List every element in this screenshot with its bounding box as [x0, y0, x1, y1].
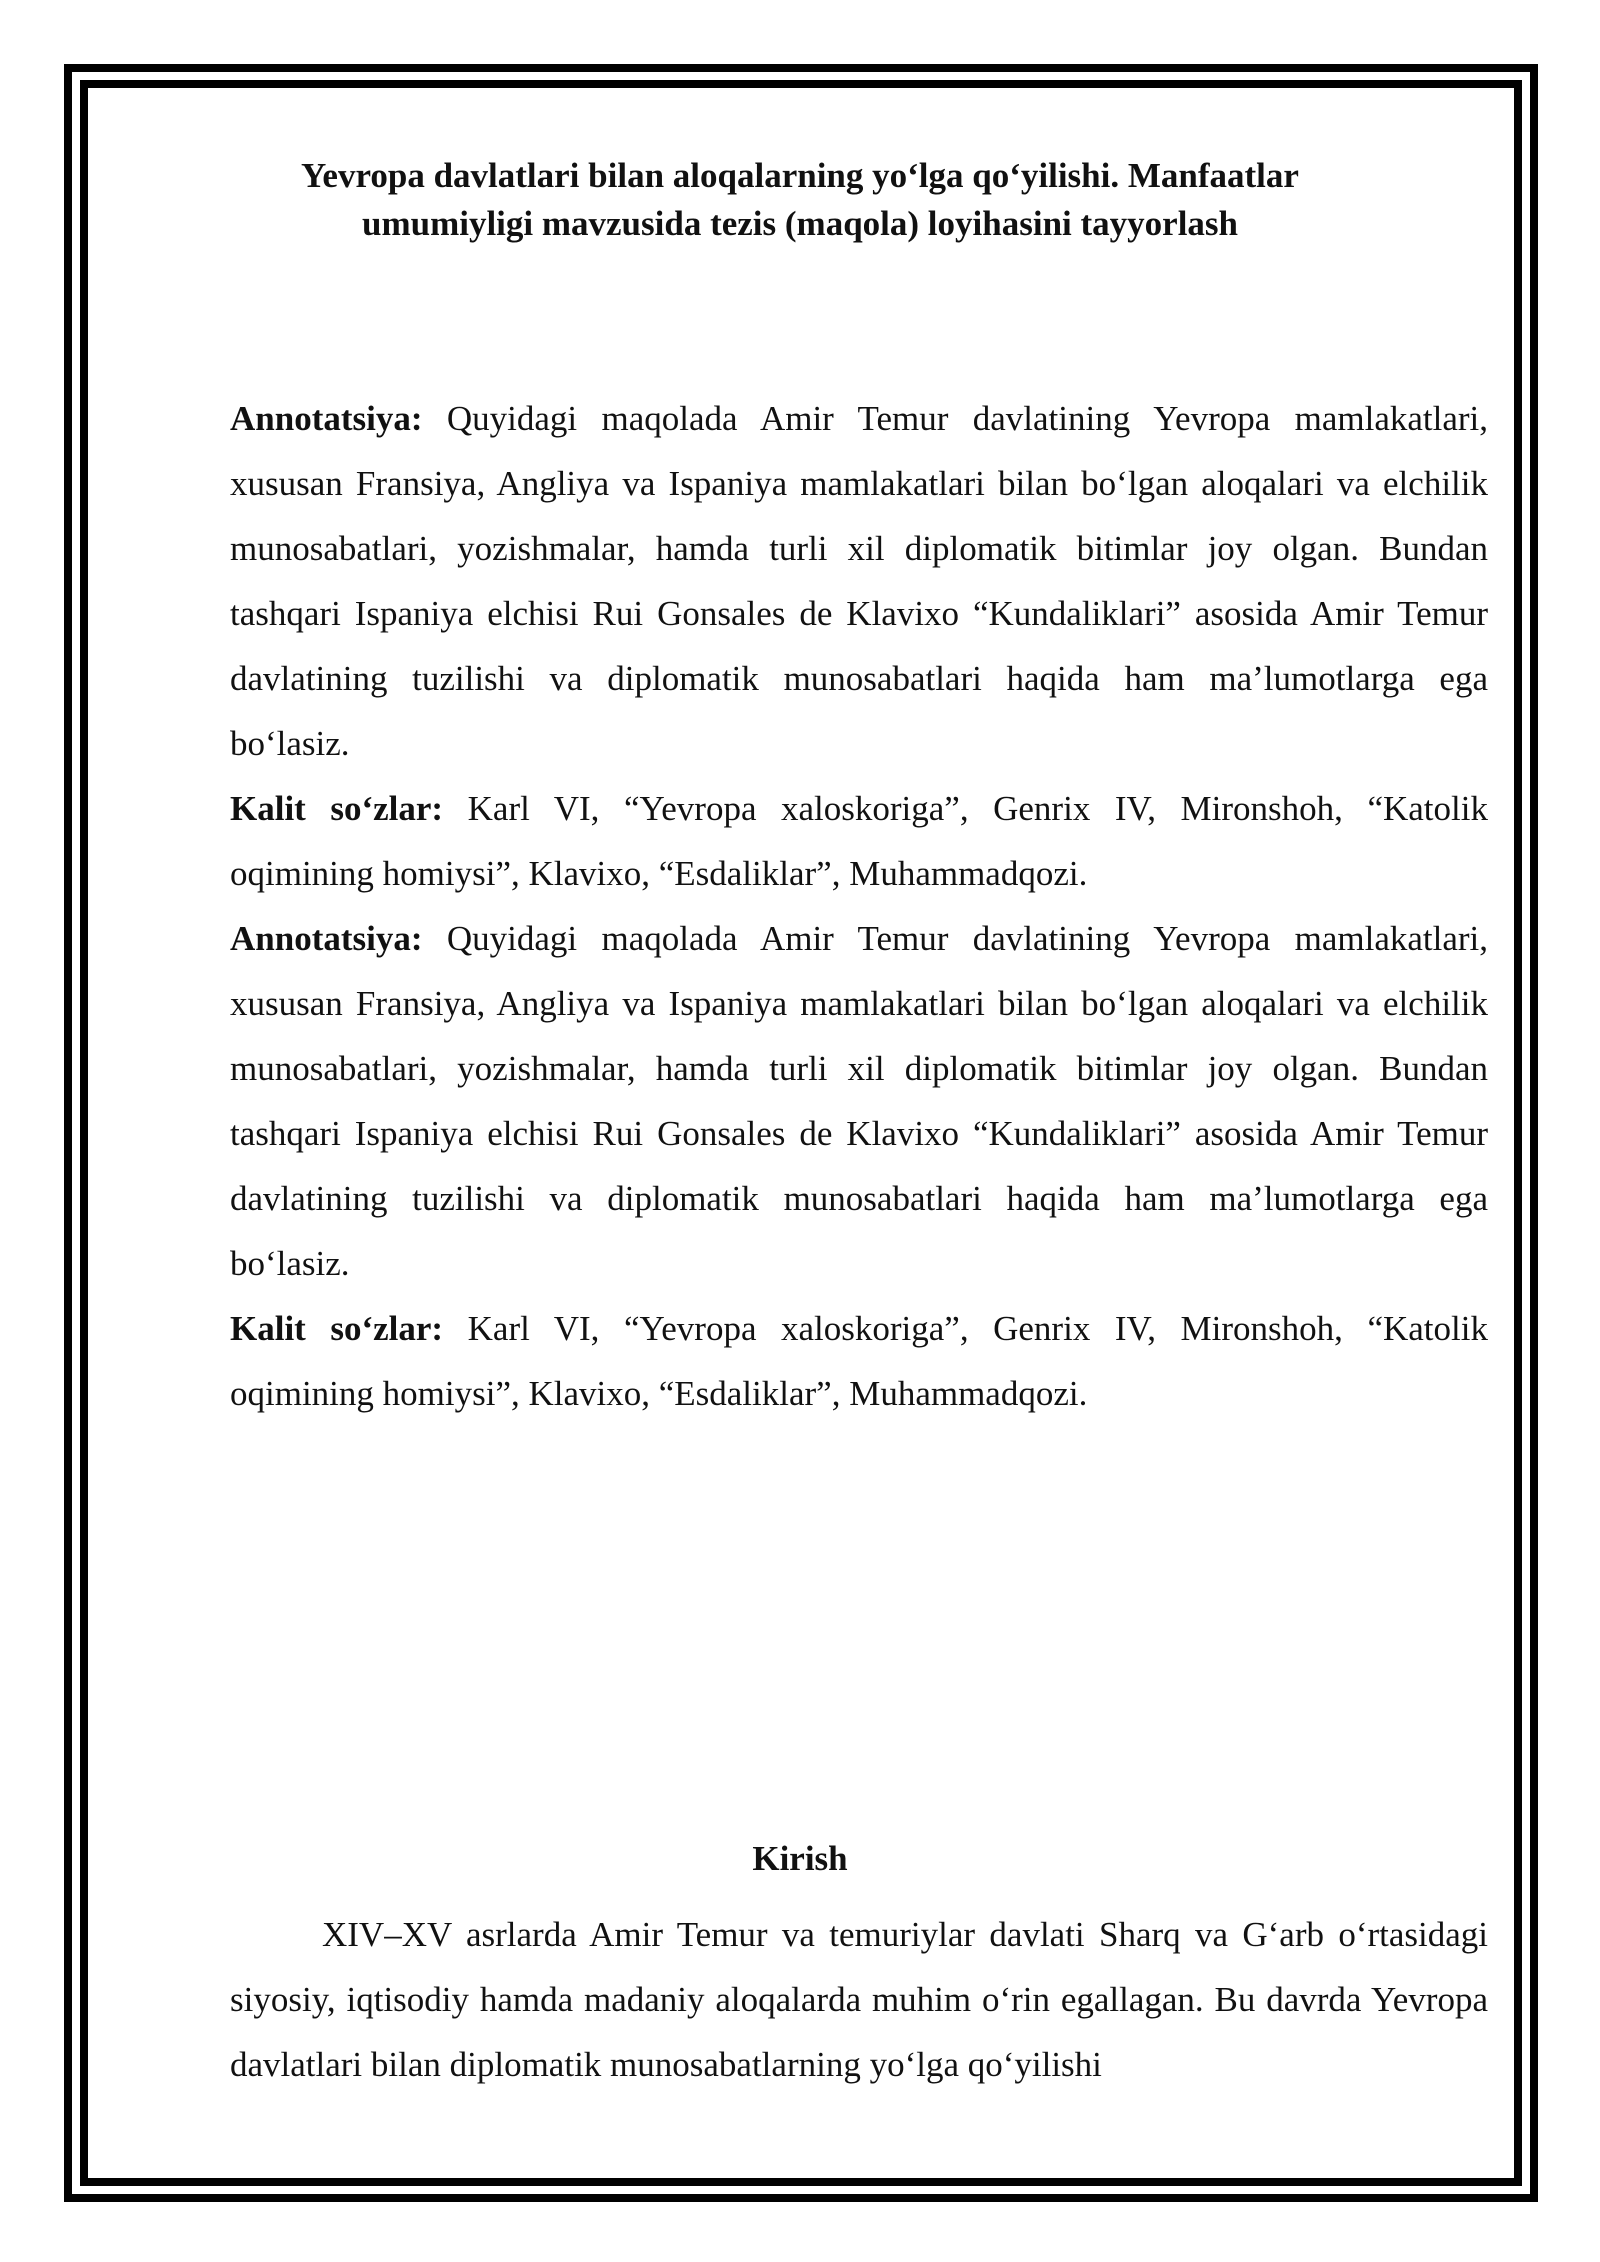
abstract-label: Annotatsiya: — [230, 399, 423, 438]
abstract-paragraph — [230, 906, 1488, 1296]
keywords-paragraph — [230, 776, 1488, 906]
document-title: Yevropa davlatlari bilan aloqalarning yo‘lga qo‘yilishi. Manfaatlar umumiyligi mavzusida tezis (maqola) loyihasini tayyorlash — [301, 156, 1299, 243]
keywords-text: Karl VI, “Yevropa xaloskoriga”, Genrix IV, Mironshoh, “Katolik oqimining homiysi”, Klavixo, “Esdaliklar”, Muhammadqozi. — [230, 789, 1488, 893]
keywords-label: Kalit so‘zlar: — [230, 789, 444, 828]
keywords-text: Karl VI, “Yevropa xaloskoriga”, Genrix IV, Mironshoh, “Katolik oqimining homiysi”, Klavixo, “Esdaliklar”, Muhammadqozi. — [230, 1309, 1488, 1413]
keywords-paragraph — [230, 1296, 1488, 1426]
section-heading: Kirish — [752, 1839, 848, 1878]
intro-paragraph: XIV–XV asrlarda Amir Temur va temuriylar davlati Sharq va G‘arb o‘rtasidagi siyosiy, iqtisodiy hamda madaniy aloqalarda muhim o‘rin egallagan. Bu davrda Yevropa davlatlari bilan diplomatik munosabatlarning yo‘lga qo‘yilishi — [230, 1915, 1488, 2084]
abstract-section — [230, 386, 1488, 1426]
keywords-label: Kalit so‘zlar: — [230, 1309, 444, 1348]
abstract-text: Quyidagi maqolada Amir Temur davlatining Yevropa mamlakatlari, xususan Fransiya, Angliya va Ispaniya mamlakatlari bilan bo‘lgan aloqalari va elchilik munosabatlari, yozishmalar, hamda turli xil diplomatik bitimlar joy olgan. Bundan tashqari Ispaniya elchisi Rui Gonsales de Klavixo “Kundaliklari” asosida Amir Temur davlatining tuzilishi va diplomatik munosabatlari haqida ham ma’lumotlarga ega bo‘lasiz. — [230, 399, 1488, 763]
abstract-paragraph — [230, 386, 1488, 776]
abstract-text: Quyidagi maqolada Amir Temur davlatining Yevropa mamlakatlari, xususan Fransiya, Angliya va Ispaniya mamlakatlari bilan bo‘lgan aloqalari va elchilik munosabatlari, yozishmalar, hamda turli xil diplomatik bitimlar joy olgan. Bundan tashqari Ispaniya elchisi Rui Gonsales de Klavixo “Kundaliklari” asosida Amir Temur davlatining tuzilishi va diplomatik munosabatlari haqida ham ma’lumotlarga ega bo‘lasiz. — [230, 919, 1488, 1283]
abstract-label: Annotatsiya: — [230, 919, 423, 958]
